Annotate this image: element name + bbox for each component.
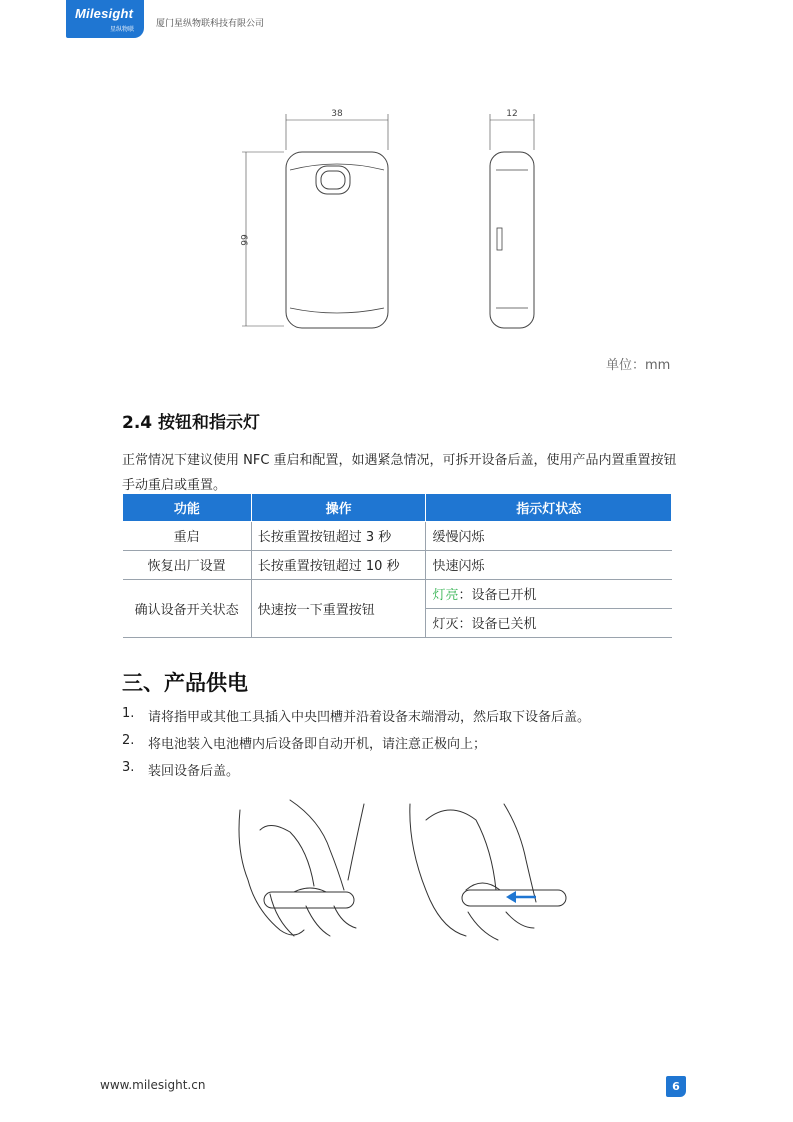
step-text: 请将指甲或其他工具插入中央凹槽并沿着设备末端滑动，然后取下设备后盖。 [148, 710, 591, 725]
device-outline [264, 892, 354, 908]
section-heading-2-4: 2.4 按钮和指示灯 [122, 413, 261, 433]
table-cell-function: 确认设备开关状态 [123, 579, 252, 637]
table-cell-status-off: 灯灭：设备已关机 [426, 608, 672, 637]
section-heading-3: 三、产品供电 [122, 671, 248, 695]
table-row [123, 550, 672, 579]
table-cell-function: 重启 [123, 521, 252, 550]
slide-arrow-icon [506, 891, 536, 903]
table-cell-function: 恢复出厂设置 [123, 550, 252, 579]
step-number: 2. [122, 733, 135, 748]
status-on-prefix: 灯亮 [432, 588, 459, 603]
height-label: 66 [238, 234, 248, 246]
step-number: 3. [122, 760, 135, 775]
step-text: 将电池装入电池槽内后设备即自动开机，请注意正极向上； [148, 737, 487, 752]
step-text: 装回设备后盖。 [148, 764, 240, 779]
table-cell-status-on [426, 579, 672, 608]
cover-removal-illustration [230, 790, 590, 950]
table-cell-status: 快速闪烁 [426, 550, 672, 579]
company-name: 厦门星纵物联科技有限公司 [156, 19, 265, 29]
step-number: 1. [122, 706, 135, 721]
table-header-row [123, 494, 672, 521]
list-item [122, 706, 590, 733]
brand-name: Milesight [75, 6, 134, 21]
dimension-drawing [230, 100, 550, 340]
list-item [122, 760, 590, 787]
table-cell-operation: 长按重置按钮超过 10 秒 [251, 550, 426, 579]
button-indicator-table [122, 494, 672, 638]
brand-name-cn: 星纵物联 [110, 26, 135, 33]
status-on-suffix: ：设备已开机 [458, 588, 537, 603]
brand-logo [66, 0, 144, 38]
table-header-cell: 指示灯状态 [426, 494, 672, 521]
table-row [123, 521, 672, 550]
depth-label: 12 [506, 109, 518, 119]
section-paragraph: 正常情况下建议使用 NFC 重启和配置，如遇紧急情况，可拆开设备后盖，使用产品内置重置按钮手动重启或重置。 [122, 453, 677, 493]
steps-list [122, 706, 590, 787]
table-cell-operation: 长按重置按钮超过 3 秒 [251, 521, 426, 550]
device-front-outline [286, 152, 388, 328]
table-header-cell: 功能 [123, 494, 252, 521]
table-cell-operation: 快速按一下重置按钮 [251, 579, 426, 637]
unit-label: 单位：mm [606, 358, 671, 373]
footer-url[interactable]: www.milesight.cn [100, 1078, 206, 1092]
table-cell-status: 缓慢闪烁 [426, 521, 672, 550]
page-number: 6 [666, 1076, 686, 1097]
table-row [123, 579, 672, 608]
width-label: 38 [331, 109, 343, 119]
table-header-cell: 操作 [251, 494, 426, 521]
list-item [122, 733, 590, 760]
